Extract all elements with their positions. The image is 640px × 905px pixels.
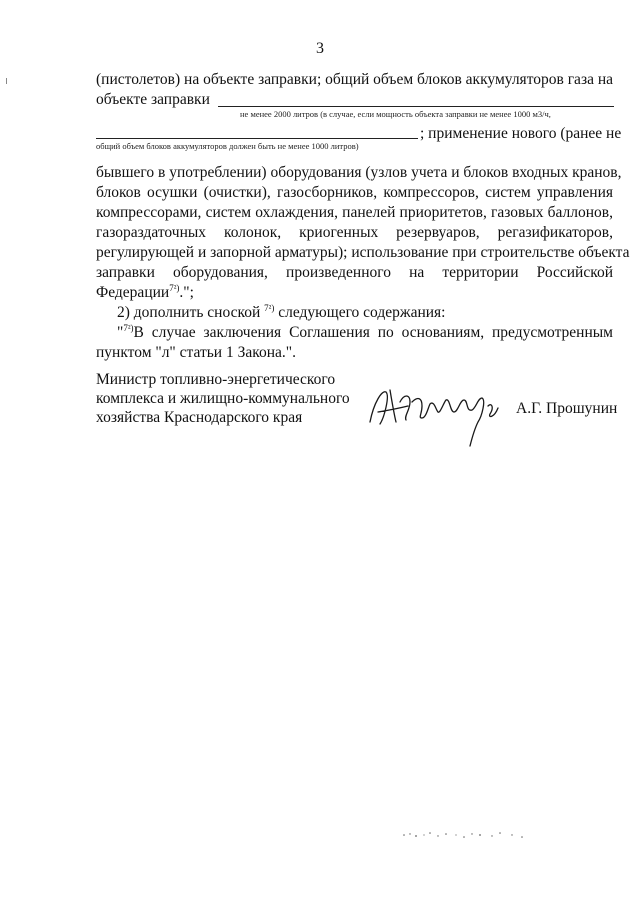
signatory-title-3: хозяйства Краснодарского края bbox=[96, 409, 303, 426]
item-2 bbox=[117, 303, 445, 323]
page-number: 3 bbox=[316, 40, 324, 57]
caption-2: общий объем блоков аккумуляторов должен быть не менее 1000 литров) bbox=[96, 141, 359, 151]
body-line-9: заправки оборудования, произведенного на территории Российской bbox=[96, 264, 613, 281]
body-line-2: объекте заправки bbox=[96, 91, 210, 108]
fill-rule-2 bbox=[96, 138, 418, 139]
body-line-5: блоков осушки (очистки), газосборников, компрессоров, систем управления bbox=[96, 184, 613, 201]
body-line-1: (пистолетов) на объекте заправки; общий объем блоков аккумуляторов газа на bbox=[96, 71, 613, 88]
item-2-text: 2) дополнить сноской bbox=[117, 304, 265, 321]
footnote-line-1 bbox=[117, 323, 613, 343]
body-line-3: ; применение нового (ранее не bbox=[420, 125, 622, 142]
body-line-4: бывшего в употреблении) оборудования (узлов учета и блоков входных кранов, bbox=[96, 164, 622, 181]
body-line-6: компрессорами, систем охлаждения, панелей приоритетов, газовых баллонов, bbox=[96, 204, 613, 221]
footnote-quote: " bbox=[117, 324, 124, 341]
body-line-10 bbox=[96, 283, 613, 303]
footnote-text: В случае заключения Соглашения по основаниям, предусмотренным bbox=[133, 324, 613, 341]
quote-end: ."; bbox=[179, 284, 194, 301]
item-2-end: следующего содержания: bbox=[274, 304, 446, 321]
footnote-ref-2: 7²) bbox=[264, 302, 275, 313]
footnote-ref-3: 7²) bbox=[123, 322, 134, 333]
handwritten-signature bbox=[360, 372, 520, 452]
fill-rule-1 bbox=[218, 106, 614, 107]
federation-text: Федерации bbox=[96, 284, 170, 301]
footnote-line-2: пунктом "л" статьи 1 Закона.". bbox=[96, 344, 296, 361]
footnote-ref-1: 7²) bbox=[169, 282, 180, 293]
caption-1: не менее 2000 литров (в случае, если мощность объекта заправки не менее 1000 м3/ч, bbox=[240, 109, 551, 119]
scan-margin-mark bbox=[6, 78, 7, 84]
body-line-7: газораздаточных колонок, криогенных резервуаров, регазификаторов, bbox=[96, 224, 613, 241]
signatory-title-2: комплекса и жилищно-коммунального bbox=[96, 390, 350, 407]
signatory-title-1: Министр топливно-энергетического bbox=[96, 371, 336, 388]
signatory-name: А.Г. Прошунин bbox=[516, 400, 618, 417]
scan-noise-marks bbox=[400, 828, 540, 842]
body-line-8: регулирующей и запорной арматуры); использование при строительстве объекта bbox=[96, 244, 630, 261]
